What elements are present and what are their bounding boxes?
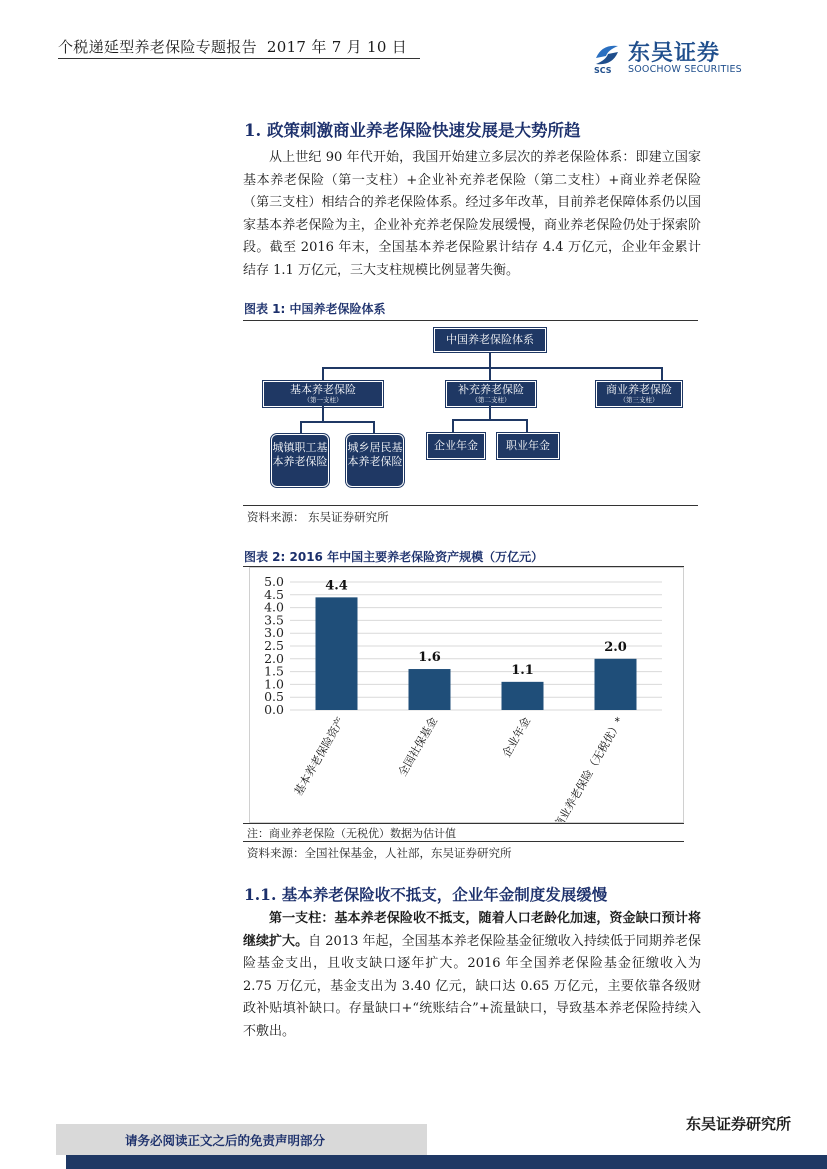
- node-enterprise-annuity: 企业年金: [427, 433, 485, 459]
- y-tick-label: 5.0: [264, 574, 284, 589]
- data-label: 1.6: [418, 650, 441, 666]
- y-tick-label: 0.0: [264, 702, 284, 717]
- connector: [300, 421, 375, 423]
- node-urban-employee: 城镇职工基本养老保险: [271, 434, 329, 487]
- node-sub: （第三支柱）: [619, 396, 659, 404]
- report-date: 2017 年 7 月 10 日: [266, 38, 408, 56]
- header-divider: [58, 58, 420, 59]
- logo-abbrev: SCS: [594, 66, 612, 75]
- logo-name-cn: 东吴证券: [628, 41, 721, 66]
- report-title: 个税递延型养老保险专题报告: [58, 38, 257, 56]
- connector: [489, 352, 491, 368]
- section-heading-1-1: 1.1. 基本养老保险收不抵支，企业年金制度发展缓慢: [244, 885, 608, 904]
- footer-bar: [66, 1155, 827, 1169]
- node-label: 补充养老保险: [458, 383, 524, 396]
- bar: [316, 597, 358, 710]
- x-category-label: 基本养老保险资产: [291, 715, 348, 798]
- y-tick-label: 1.0: [264, 676, 284, 692]
- section1-body: [243, 147, 701, 283]
- y-tick-label: 2.0: [264, 650, 284, 666]
- section11-paragraph: [243, 908, 701, 1044]
- chart-frame: [249, 567, 684, 823]
- node-sub: （第一支柱）: [303, 396, 343, 404]
- figure1-title: 图表 1: 中国养老保险体系: [244, 302, 386, 316]
- node-pillar-commercial: [596, 381, 682, 407]
- connector: [661, 367, 663, 381]
- y-tick-label: 4.5: [264, 586, 284, 602]
- y-tick-label: 4.0: [264, 599, 284, 615]
- footer-org: 东吴证券研究所: [686, 1115, 792, 1133]
- section11-body: [243, 908, 701, 1044]
- asset-scale-bar-chart: [250, 568, 683, 822]
- connector: [322, 367, 324, 381]
- y-tick-label: 3.0: [264, 625, 284, 641]
- x-category-label: 商业养老保险（无税优）*: [551, 715, 627, 822]
- x-category-label: 全国社保基金: [395, 715, 441, 779]
- figure2-note-rule: [243, 823, 684, 824]
- bar: [502, 682, 544, 710]
- node-pillar-basic: [263, 381, 383, 407]
- connector: [322, 406, 324, 422]
- node-label: 商业养老保险: [606, 383, 672, 396]
- y-tick-label: 2.5: [264, 638, 284, 653]
- connector: [526, 419, 528, 432]
- node-occupational-annuity: 职业年金: [497, 433, 559, 459]
- figure1-top-rule: [243, 320, 698, 321]
- logo-name-en: SOOCHOW SECURITIES: [628, 64, 742, 75]
- connector: [489, 406, 491, 420]
- bar: [595, 659, 637, 710]
- node-label: 基本养老保险: [290, 383, 356, 396]
- figure2-bottom-rule: [243, 841, 684, 842]
- figure1-bottom-rule: [243, 505, 698, 506]
- node-urban-rural-resident: 城乡居民基本养老保险: [346, 434, 404, 487]
- connector: [373, 421, 375, 434]
- node-pillar-supplementary: [446, 381, 536, 407]
- data-label: 2.0: [604, 639, 627, 655]
- figure2-source: 资料来源：全国社保基金，人社部，东吴证券研究所: [247, 846, 512, 860]
- pension-system-diagram: [243, 322, 698, 508]
- figure2-title: 图表 2: 2016 年中国主要养老保险资产规模（万亿元）: [244, 550, 544, 564]
- disclaimer-link[interactable]: 请务必阅读正文之后的免责声明部分: [125, 1133, 326, 1148]
- section-heading-1: 1. 政策刺激商业养老保险快速发展是大势所趋: [244, 121, 581, 140]
- figure1-source: 资料来源： 东吴证券研究所: [247, 510, 389, 524]
- y-tick-label: 1.5: [264, 663, 284, 679]
- connector: [300, 421, 302, 434]
- node-root: 中国养老保险体系: [434, 328, 546, 352]
- bar: [409, 669, 451, 710]
- connector: [322, 367, 661, 369]
- node-sub: （第二支柱）: [471, 396, 511, 404]
- data-label: 1.1: [511, 662, 534, 678]
- data-label: 4.4: [325, 578, 348, 594]
- section1-paragraph: 从上世纪 90 年代开始，我国开始建立多层次的养老保险体系：即建立国家基本养老保险（第一支柱）+企业补充养老保险（第二支柱）+商业养老保险（第三支柱）相结合的养老保险体系。经过多年改革，目前养老保障体系仍以国家基本养老保险为主，企业补充养老保险发展缓慢，商业养老保险仍处于探索阶段。截至 2016 年末，全国基本养老保险累计结存 4.4 万亿元，企业年金累计结存 1.1 万亿元，三大支柱规模比例显著失衡。: [243, 150, 701, 278]
- connector: [489, 367, 491, 381]
- y-tick-label: 3.5: [264, 612, 284, 628]
- x-category-label: 企业年金: [499, 715, 534, 760]
- report-header: [58, 36, 407, 57]
- connector: [452, 419, 527, 421]
- section11-text: 自 2013 年起，全国基本养老保险基金征缴收入持续低于同期养老保险基金支出，且收支缺口逐年扩大。2016 年全国养老保险基金征缴收入为 2.75 万亿元，基金支出为 3.40 亿元，缺口达 0.65 万亿元，主要依靠各级财政补贴填补缺口。存量缺口+“统账结合”+流量缺口，导致基本养老保险持续入不敷出。: [243, 933, 701, 1039]
- company-logo: [592, 38, 762, 78]
- section11-lead: 第一支柱：基本养老保险收不抵支，随着人口老龄化加速，资金缺口预计将继续扩大。: [243, 911, 701, 949]
- figure2-note: 注：商业养老保险（无税优）数据为估计值: [247, 827, 456, 840]
- connector: [452, 419, 454, 432]
- y-tick-label: 0.5: [264, 689, 284, 705]
